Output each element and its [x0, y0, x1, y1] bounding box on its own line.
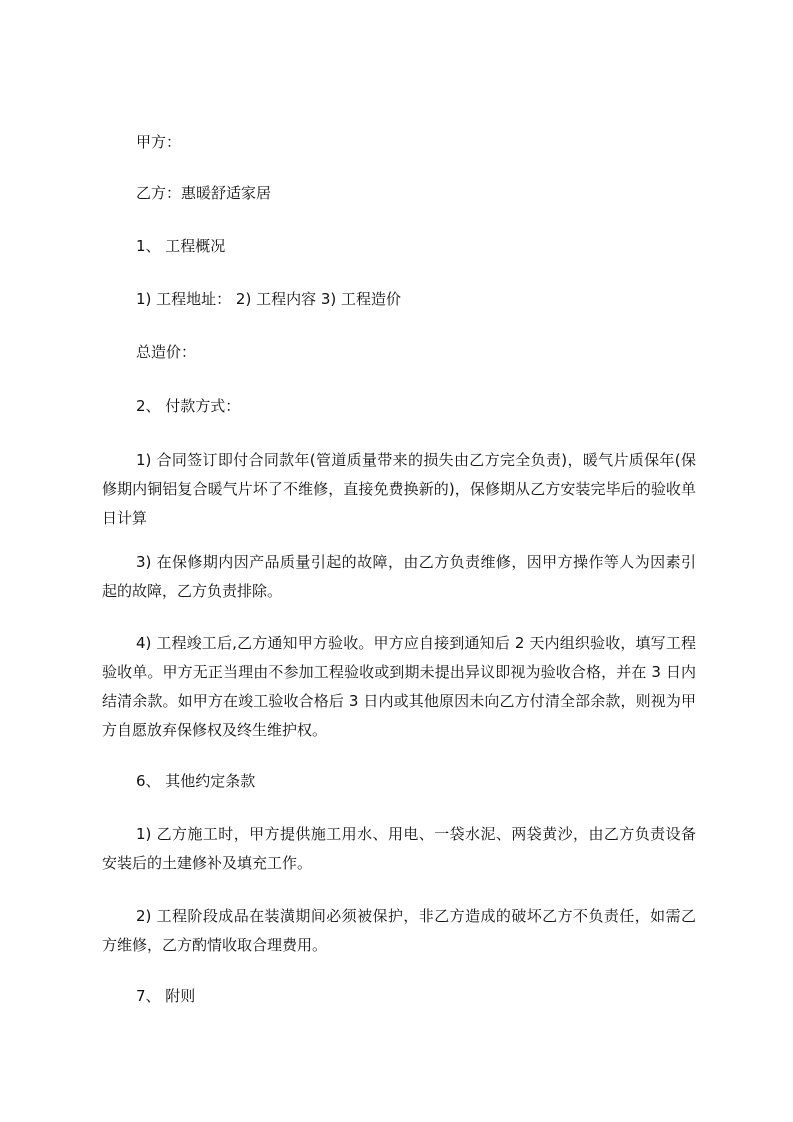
section-1-items: 1) 工程地址： 2) 工程内容 3) 工程造价: [136, 290, 402, 308]
total-price-line: 总造价：: [136, 343, 197, 361]
payment-item-3: 3) 在保修期内因产品质量引起的故障，由乙方负责维修，因甲方操作等人为因素引起的故障，乙方负责排除。: [102, 553, 696, 600]
section-2-heading: 2、 付款方式：: [136, 397, 241, 415]
section-7-heading: 7、 附则: [136, 987, 196, 1005]
section-1-heading: 1、 工程概况: [136, 237, 226, 255]
payment-item-4: 4) 工程竣工后,乙方通知甲方验收。甲方应自接到通知后 2 天内组织验收，填写工程验收单。甲方无正当理由不参加工程验收或到期未提出异议即视为验收合格，并在 3 日内结清余款。如甲方在竣工验收合格后 3 日内或其他原因未向乙方付清全部余款，则视为甲方自愿放弃保修权及终生维护权。: [102, 634, 696, 739]
other-item-2: 2) 工程阶段成品在装潢期间必须被保护，非乙方造成的破坏乙方不负责任，如需乙方维修，乙方酌情收取合理费用。: [102, 907, 696, 954]
party-b-line: 乙方：惠暖舒适家居: [136, 184, 272, 202]
other-item-1: 1) 乙方施工时，甲方提供施工用水、用电、一袋水泥、两袋黄沙，由乙方负责设备安装后的土建修补及填充工作。: [102, 825, 696, 872]
payment-item-1: 1) 合同签订即付合同款年(管道质量带来的损失由乙方完全负责)，暖气片质保年(保修期内铜铝复合暖气片坏了不维修，直接免费换新的)，保修期从乙方安装完毕后的验收单日计算: [102, 451, 696, 527]
party-a-line: 甲方：: [136, 133, 182, 151]
section-6-heading: 6、 其他约定条款: [136, 772, 256, 790]
